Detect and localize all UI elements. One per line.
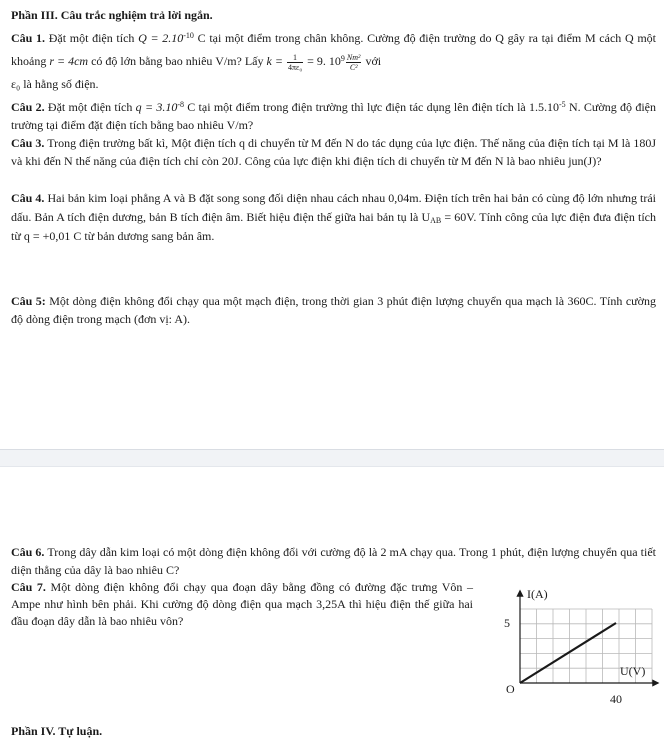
iu-characteristic-chart	[478, 585, 664, 720]
x-tick-label: 40	[610, 692, 622, 706]
question-1-charge-exp: -10	[183, 31, 194, 40]
question-1-text-3: có độ lớn bằng bao nhiêu V/m? Lấy	[88, 54, 267, 68]
question-1-distance: r = 4cm	[49, 54, 89, 68]
question-3	[11, 134, 656, 170]
question-2-force-exp: -5	[559, 100, 566, 109]
question-4-text-3: từ bản dương sang bản âm.	[81, 229, 215, 243]
y-tick-label: 5	[504, 616, 510, 630]
question-7-label: Câu 7.	[11, 580, 46, 594]
question-4-text-1: Hai bản kim loại phẳng A và B đặt song song đối diện nhau cách nhau 0,04m. Điện tích trên hai bản có cùng độ lớn nhưng trái dấu. Bản A tích điện dương, bản B tích điện âm. Biết hiệu điện thế giữa hai bản tụ là	[11, 191, 657, 224]
page-divider	[0, 449, 664, 467]
y-axis-label: I(A)	[527, 587, 548, 601]
origin-label: O	[506, 682, 515, 696]
question-3-label: Câu 3.	[11, 136, 45, 150]
question-6-text: Trong dây dẫn kim loại có một dòng điện không đổi với cường độ là 2 mA chạy qua. Trong 1 phút, điện lượng chuyển qua tiết diện thẳng của dây là bao nhiêu C?	[11, 545, 656, 577]
question-1-line-2: ε₀ là hằng số điện.	[11, 77, 99, 91]
question-1	[11, 27, 656, 93]
question-2-force: 1.5.10	[529, 100, 560, 114]
question-5-text: Một dòng điện không đổi chạy qua một mạch điện, trong thời gian 3 phút điện lượng chuyển qua mạch là 360C. Tính cường độ dòng điện trong mạch (đơn vị: A).	[11, 294, 656, 326]
coulomb-k-fraction	[287, 53, 303, 72]
question-1-charge: Q = 2.10	[138, 31, 184, 45]
question-7	[11, 579, 473, 630]
coulomb-k-exp: 9	[340, 54, 345, 63]
coulomb-k-denominator: 4πε₀	[287, 62, 303, 72]
coulomb-k-value: = 9. 10	[304, 54, 341, 68]
question-2-text-3: N. Cường độ điện trường tại điểm đặt điện tích bằng bao nhiêu V/m?	[11, 100, 656, 132]
coulomb-k-numerator: 1	[287, 53, 303, 63]
question-5	[11, 292, 656, 328]
question-4-voltage-sub: AB	[430, 216, 442, 225]
coulomb-k-lhs: k =	[266, 54, 286, 68]
question-2-charge: q = 3.10	[135, 100, 178, 114]
question-2-charge-exp: -8	[177, 100, 184, 109]
question-4-voltage: U	[421, 210, 431, 224]
question-1-text-2: C tại một điểm trong chân không. Cường độ điện trường do Q gây ra tại điểm M cách Q một khoảng	[11, 31, 656, 68]
question-5-label: Câu 5:	[11, 294, 46, 308]
x-axis-label: U(V)	[620, 664, 646, 678]
question-4	[11, 189, 656, 246]
question-1-text-4: với	[362, 54, 382, 68]
coulomb-k-unit-numerator: Nm²	[346, 52, 361, 62]
section4-title: Phần IV. Tự luận.	[11, 724, 103, 738]
question-4-voltage-value: = 60V	[441, 210, 474, 224]
question-2	[11, 98, 656, 134]
question-6	[11, 543, 656, 579]
coulomb-k-unit-denominator: C²	[349, 62, 358, 72]
question-1-text-1: Đặt một điện tích	[45, 31, 139, 45]
question-6-label: Câu 6.	[11, 545, 45, 559]
coulomb-k-unit	[346, 53, 362, 72]
question-2-label: Câu 2.	[11, 100, 45, 114]
question-4-label: Câu 4.	[11, 191, 45, 205]
question-2-text-1: Đặt một điện tích	[44, 100, 136, 114]
question-4-text-2: . Tính công của lực điện đưa điện tích từ	[11, 210, 656, 243]
question-4-charge: q = +0,01 C	[23, 229, 82, 243]
question-3-text: Trong điện trường bất kì, Một điện tích q di chuyển từ M đến N do tác dụng của lực điện. Thế năng của điện tích tại M là 180J và khi đến N thế năng của điện tích chỉ còn 20J. Công của lực điện khi điện tích di chuyển từ M đến N là bao nhiêu jun(J)?	[11, 136, 656, 168]
section3-title: Phần III. Câu trắc nghiệm trả lời ngắn.	[11, 8, 213, 22]
question-2-text-2: C tại một điểm trong điện trường thì lực điện tác dụng lên điện tích là	[184, 100, 530, 114]
question-1-label: Câu 1.	[11, 31, 46, 45]
question-7-text: Một dòng điện không đổi chạy qua đoạn dây bằng đồng có đường đặc trưng Vôn – Ampe như hình bên phải. Khi cường độ dòng điện qua mạch 3,25A thì hiệu điện thế giữa hai đầu đoạn dây dẫn là bao nhiêu vôn?	[11, 580, 473, 628]
